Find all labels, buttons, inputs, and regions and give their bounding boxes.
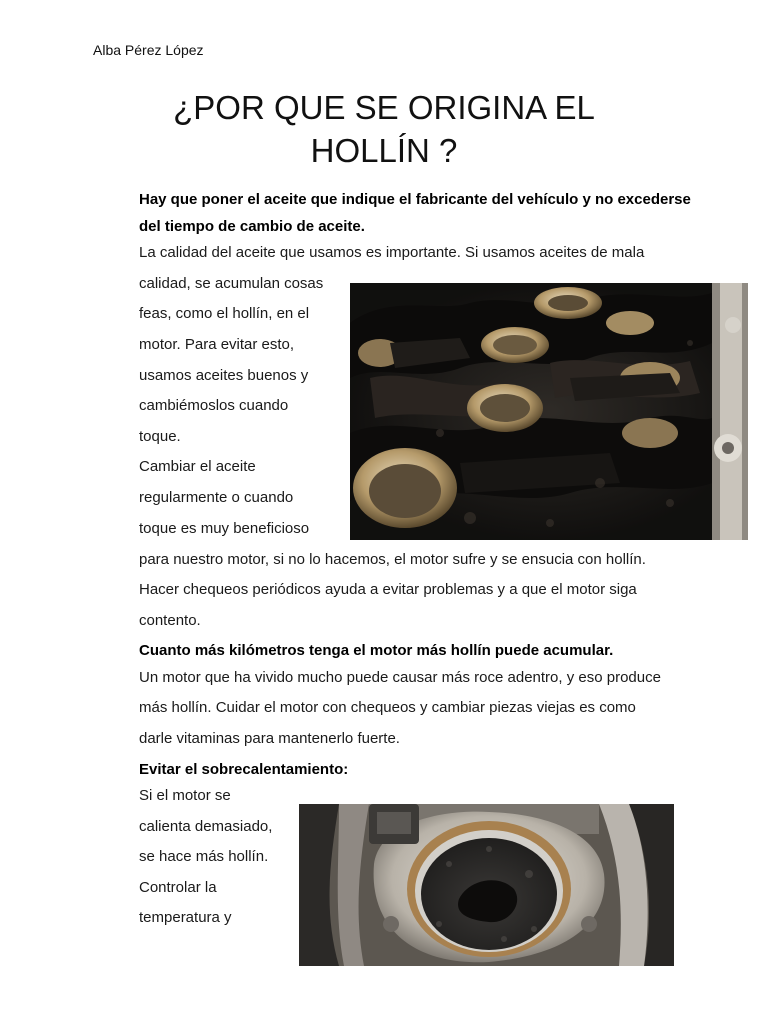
body-line: contento.	[139, 612, 201, 629]
clogged-pipe-illustration	[299, 804, 674, 966]
body-line: temperatura y	[139, 909, 232, 926]
page-title	[120, 86, 648, 172]
body-line: cambiémoslos cuando	[139, 397, 289, 414]
body-line: La calidad del aceite que usamos es importante. Si usamos aceites de mala	[139, 244, 645, 261]
body-line: Cambiar el aceite	[139, 458, 256, 475]
body-line: para nuestro motor, si no lo hacemos, el motor sufre y se ensucia con hollín.	[139, 551, 646, 568]
body-line: motor. Para evitar esto,	[139, 336, 295, 353]
body-line: feas, como el hollín, en el	[139, 305, 310, 322]
body-line: Si el motor se	[139, 787, 231, 804]
body-line: calidad, se acumulan cosas	[139, 275, 324, 292]
body-line: toque.	[139, 428, 181, 445]
section2-heading: Cuanto más kilómetros tenga el motor más hollín puede acumular.	[139, 642, 614, 659]
body-line: Controlar la	[139, 879, 217, 896]
body-line: calienta demasiado,	[139, 818, 273, 835]
body-line: usamos aceites buenos y	[139, 367, 309, 384]
body-line: Un motor que ha vivido mucho puede causar más roce adentro, y eso produce	[139, 669, 661, 686]
author-name: Alba Pérez López	[93, 42, 204, 58]
body-line: toque es muy beneficioso	[139, 520, 310, 537]
valve-train-illustration	[350, 283, 748, 540]
clogged-pipe-photo	[299, 804, 674, 966]
body-line: más hollín. Cuidar el motor con chequeos y cambiar piezas viejas es como	[139, 699, 636, 716]
title-line-2: HOLLÍN ?	[310, 132, 458, 169]
section1-heading-line: Hay que poner el aceite que indique el fabricante del vehículo y no excederse	[139, 191, 691, 208]
engine-soot-photo	[350, 283, 748, 540]
body-line: Hacer chequeos periódicos ayuda a evitar problemas y a que el motor siga	[139, 581, 637, 598]
section3-heading: Evitar el sobrecalentamiento:	[139, 761, 349, 778]
body-line: darle vitaminas para mantenerlo fuerte.	[139, 730, 400, 747]
title-line-1: ¿POR QUE SE ORIGINA EL	[173, 89, 595, 126]
body-line: se hace más hollín.	[139, 848, 269, 865]
section1-heading-line: del tiempo de cambio de aceite.	[139, 218, 365, 235]
body-line: regularmente o cuando	[139, 489, 294, 506]
